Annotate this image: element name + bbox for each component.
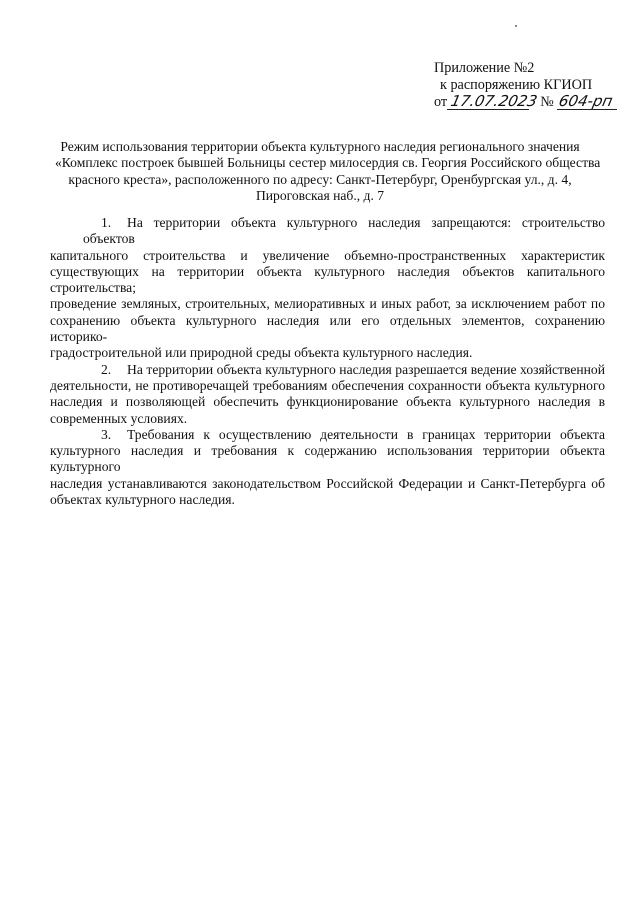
paragraph-line: современных условиях. (50, 410, 188, 426)
title-line: Пироговская наб., д. 7 (255, 187, 385, 203)
paragraph-line: 2. На территории объекта культурного наследия разрешается ведение хозяйственной (83, 362, 605, 378)
paragraph-number: 3. (101, 426, 112, 442)
paragraph-number: 2. (101, 361, 112, 377)
appendix-date-number-line (434, 93, 613, 111)
paragraph-line: культурного наследия и требования к содержанию использования территории объекта культурного (50, 443, 605, 475)
paragraph-3 (50, 426, 605, 508)
paragraph-line: наследия и позволяющей обеспечить функционирование объекта культурного наследия в (50, 394, 605, 410)
paragraph-2 (50, 361, 605, 427)
appendix-order-ref: к распоряжению КГИОП (440, 76, 593, 93)
paragraph-line: существующих на территории объекта культурного наследия объектов капитального строительства; (50, 263, 605, 296)
title-line: красного креста», расположенного по адресу: Санкт-Петербург, Оренбургская ул., д. 4, (68, 171, 572, 187)
paragraph-line: капитального строительства и увеличение объемно-пространственных характеристик (50, 247, 605, 263)
scan-speck (515, 25, 517, 27)
paragraph-number: 1. (101, 215, 112, 230)
paragraph-line: градостроительной или природной среды объекта культурного наследия. (50, 345, 473, 361)
appendix-title: Приложение №2 (434, 60, 535, 76)
title-line: Режим использования территории объекта культурного наследия регионального значения (60, 139, 580, 154)
document-body (50, 215, 605, 508)
number-prefix: № (540, 94, 554, 110)
handwritten-number: 604-рп (557, 92, 615, 110)
document-title (55, 139, 601, 204)
title-line: «Комплекс построек бывшей Больницы сестер милосердия св. Георгия Российского общества (55, 155, 601, 171)
handwritten-date: 17.07.2023 (448, 92, 539, 110)
paragraph-line: деятельности, не противоречащей требованиям обеспечения сохранности объекта культурного (50, 377, 605, 393)
paragraph-line: сохранению объекта культурного наследия или его отдельных элементов, сохранению историко- (50, 312, 605, 345)
paragraph-line: объектах культурного наследия. (50, 492, 235, 508)
paragraph-line: наследия устанавливаются законодательством Российской Федерации и Санкт-Петербурга об (50, 475, 605, 491)
paragraph-line: проведение земляных, строительных, мелиоративных и иных работ, за исключением работ по (50, 296, 605, 312)
appendix-header (434, 60, 613, 111)
paragraph-1 (50, 215, 605, 362)
paragraph-line: 1. На территории объекта культурного наследия запрещаются: строительство объектов (83, 215, 605, 247)
paragraph-line: 3. Требования к осуществлению деятельности в границах территории объекта (83, 427, 605, 443)
date-prefix: от (434, 94, 448, 110)
